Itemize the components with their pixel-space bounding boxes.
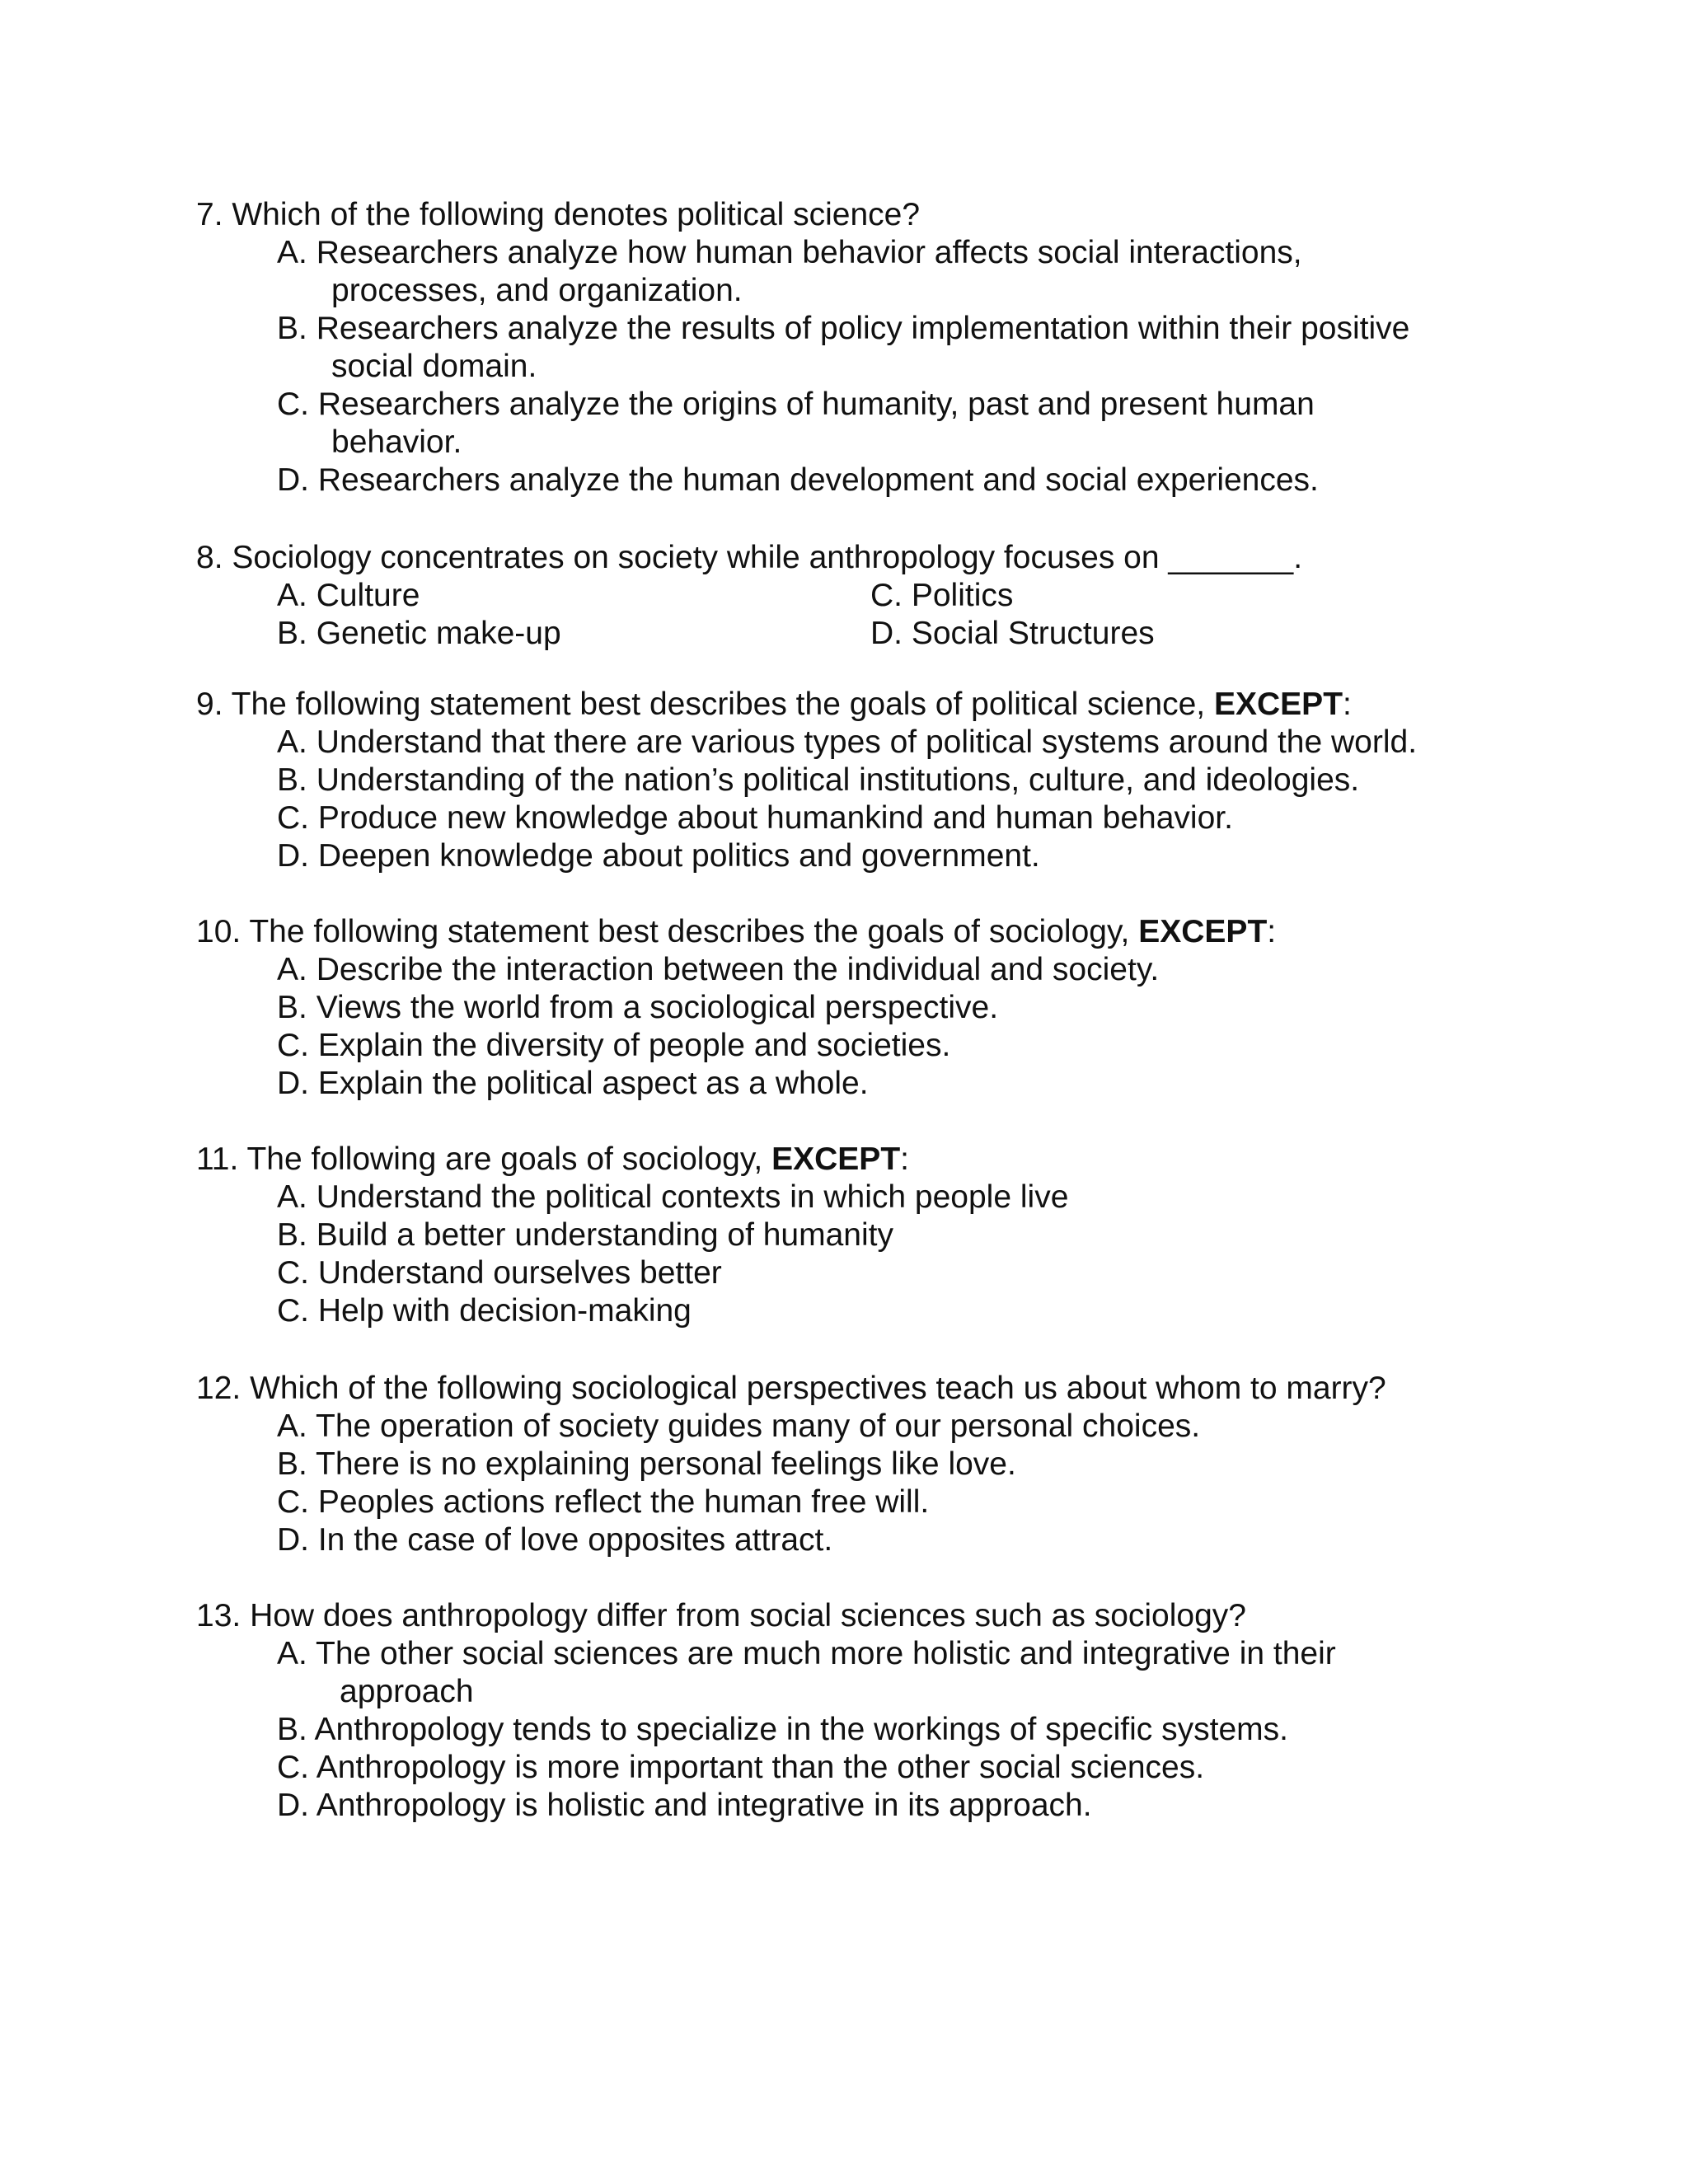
question-7 — [196, 196, 1482, 499]
option-d: C. Help with decision-making — [277, 1293, 692, 1329]
question-11 — [196, 1141, 1482, 1330]
question-stem: 13. How does anthropology differ from social sciences such as sociology? — [196, 1598, 1246, 1633]
question-12 — [196, 1370, 1482, 1559]
option-c: C. Produce new knowledge about humankind and human behavior. — [277, 800, 1233, 836]
option-c: C. Peoples actions reflect the human free will. — [277, 1484, 930, 1520]
question-stem: 7. Which of the following denotes political science? — [196, 197, 921, 232]
option-b: B. Anthropology tends to specialize in the workings of specific systems. — [277, 1712, 1288, 1747]
option-a: A. The operation of society guides many of our personal choices. — [277, 1408, 1201, 1444]
question-stem: 10. The following statement best describes the goals of sociology, EXCEPT: — [196, 914, 1277, 949]
except-emphasis: EXCEPT — [771, 1141, 901, 1177]
option-a: A. Understand the political contexts in which people live — [277, 1179, 1069, 1215]
question-8 — [196, 539, 1482, 653]
options-grid — [196, 577, 1482, 653]
except-emphasis: EXCEPT — [1138, 914, 1268, 949]
option-d: D. Social Structures — [870, 616, 1155, 651]
option-d: D. Anthropology is holistic and integrative in its approach. — [277, 1788, 1092, 1823]
option-a: A. The other social sciences are much more holistic and integrative in their approach — [277, 1636, 1336, 1709]
option-d: D. Researchers analyze the human development and social experiences. — [277, 462, 1319, 498]
question-9 — [196, 686, 1482, 875]
except-emphasis: EXCEPT — [1213, 687, 1343, 722]
option-c: C. Researchers analyze the origins of humanity, past and present human behavior. — [277, 387, 1315, 460]
option-d: D. In the case of love opposites attract. — [277, 1522, 833, 1558]
option-b: B. Researchers analyze the results of policy implementation within their positive social domain. — [277, 311, 1410, 384]
option-d: D. Deepen knowledge about politics and government. — [277, 838, 1040, 874]
option-c: C. Anthropology is more important than the other social sciences. — [277, 1750, 1205, 1785]
question-10 — [196, 913, 1482, 1103]
option-a: A. Culture — [277, 578, 420, 613]
question-13 — [196, 1597, 1482, 1825]
question-stem: 9. The following statement best describes the goals of political science, EXCEPT: — [196, 687, 1352, 722]
option-c: C. Politics — [870, 578, 1014, 613]
option-c: C. Understand ourselves better — [277, 1255, 722, 1291]
option-b: B. Build a better understanding of humanity — [277, 1217, 893, 1253]
option-c: C. Explain the diversity of people and societies. — [277, 1028, 951, 1063]
option-a: A. Describe the interaction between the individual and society. — [277, 952, 1160, 987]
option-d: D. Explain the political aspect as a whole. — [277, 1066, 869, 1101]
option-b: B. Understanding of the nation’s political institutions, culture, and ideologies. — [277, 762, 1360, 798]
option-b: B. There is no explaining personal feelings like love. — [277, 1446, 1016, 1482]
option-b: B. Views the world from a sociological perspective. — [277, 990, 999, 1025]
option-a: A. Researchers analyze how human behavior affects social interactions, processes, and organization. — [277, 235, 1302, 308]
question-stem: 8. Sociology concentrates on society while anthropology focuses on _______. — [196, 540, 1303, 575]
question-stem: 12. Which of the following sociological perspectives teach us about whom to marry? — [196, 1371, 1386, 1406]
option-b: B. Genetic make-up — [277, 616, 561, 651]
option-a: A. Understand that there are various types of political systems around the world. — [277, 724, 1418, 760]
question-stem: 11. The following are goals of sociology, EXCEPT: — [196, 1141, 909, 1177]
